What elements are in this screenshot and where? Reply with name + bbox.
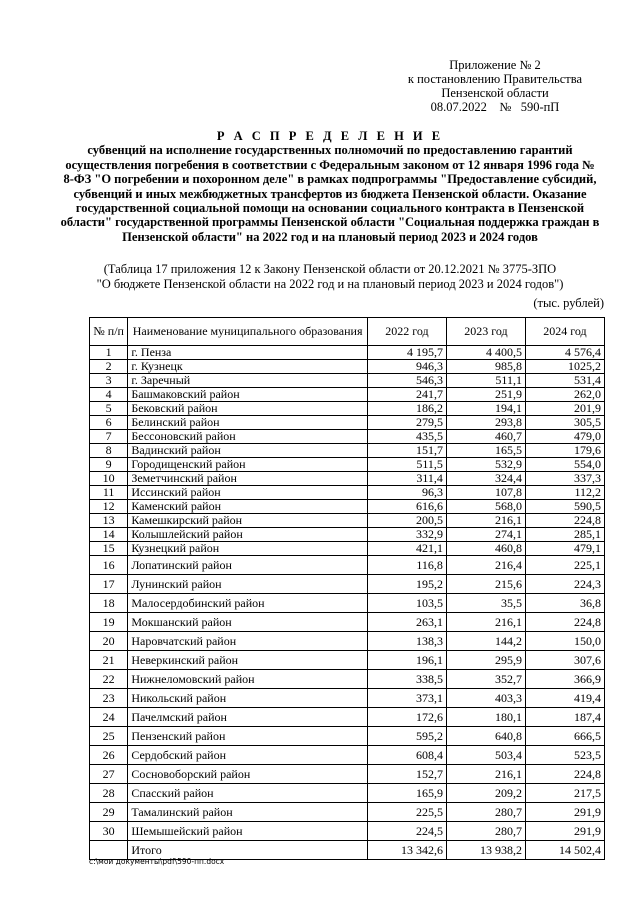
value-2024: 307,6: [525, 651, 604, 670]
row-number: 24: [90, 708, 128, 727]
table-row: [90, 803, 605, 822]
value-2023: 216,1: [446, 613, 525, 632]
separator-line: [304, 840, 378, 841]
value-2022: 421,1: [367, 542, 446, 556]
row-number: 18: [90, 594, 128, 613]
value-2023: 107,8: [446, 486, 525, 500]
value-2024: 531,4: [525, 374, 604, 388]
value-2024: 4 576,4: [525, 346, 604, 360]
units-label: (тыс. рублей): [533, 296, 604, 310]
table-body: [90, 346, 605, 860]
municipality-name: Башмаковский район: [128, 388, 368, 402]
municipality-name: г. Заречный: [128, 374, 368, 388]
value-2024: 666,5: [525, 727, 604, 746]
total-2024: 14 502,4: [525, 841, 604, 860]
value-2024: 36,8: [525, 594, 604, 613]
municipality-name: г. Кузнецк: [128, 360, 368, 374]
value-2022: 332,9: [367, 528, 446, 542]
value-2023: 180,1: [446, 708, 525, 727]
value-2024: 217,5: [525, 784, 604, 803]
value-2024: 224,3: [525, 575, 604, 594]
value-2023: 324,4: [446, 472, 525, 486]
value-2023: 251,9: [446, 388, 525, 402]
value-2022: 186,2: [367, 402, 446, 416]
row-number: 10: [90, 472, 128, 486]
value-2023: 215,6: [446, 575, 525, 594]
value-2022: 373,1: [367, 689, 446, 708]
row-number: 29: [90, 803, 128, 822]
value-2023: 503,4: [446, 746, 525, 765]
table-row: [90, 746, 605, 765]
row-number: 30: [90, 822, 128, 841]
value-2024: 337,3: [525, 472, 604, 486]
value-2022: 435,5: [367, 430, 446, 444]
row-number: 19: [90, 613, 128, 632]
value-2024: 419,4: [525, 689, 604, 708]
table-row: [90, 374, 605, 388]
row-number: 17: [90, 575, 128, 594]
table-row: [90, 430, 605, 444]
municipality-name: Сердобский район: [128, 746, 368, 765]
appendix-block: [380, 58, 610, 114]
value-2023: 403,3: [446, 689, 525, 708]
value-2024: 224,8: [525, 765, 604, 784]
header-2022: 2022 год: [367, 318, 446, 346]
value-2022: 224,5: [367, 822, 446, 841]
row-number: 27: [90, 765, 128, 784]
value-2022: 152,7: [367, 765, 446, 784]
row-number: 8: [90, 444, 128, 458]
municipality-name: Неверкинский район: [128, 651, 368, 670]
table-row: [90, 500, 605, 514]
value-2024: 224,8: [525, 514, 604, 528]
municipality-name: Городищенский район: [128, 458, 368, 472]
value-2024: 262,0: [525, 388, 604, 402]
municipality-name: Наровчатский район: [128, 632, 368, 651]
municipality-name: Лунинский район: [128, 575, 368, 594]
value-2024: 305,5: [525, 416, 604, 430]
municipality-name: г. Пенза: [128, 346, 368, 360]
appendix-reference: к постановлению Правительства: [407, 72, 583, 86]
value-2024: 479,0: [525, 430, 604, 444]
municipality-name: Белинский район: [128, 416, 368, 430]
value-2023: 209,2: [446, 784, 525, 803]
municipality-name: Шемышейский район: [128, 822, 368, 841]
municipality-name: Каменский район: [128, 500, 368, 514]
value-2024: 523,5: [525, 746, 604, 765]
row-number: 12: [90, 500, 128, 514]
document-subtitle: субвенций на исполнение государственных полномочий по предоставлению гарантий осуществления погребения в соответствии с Федеральным законом от 12 января 1996 года № 8-ФЗ "О погребении и похоронном деле" в рамках подпрограммы "Предоставление субсидий, субвенций и иных межбюджетных трансфертов из бюджета Пензенской области. Оказание государственной социальной помощи на основании социального контракта в Пензенской области" государственной программы Пензенской области "Социальная поддержка граждан в Пензенской области" на 2022 год и на плановый период 2023 и 2024 годов: [60, 143, 600, 244]
value-2022: 616,6: [367, 500, 446, 514]
table-row: [90, 613, 605, 632]
table-row: [90, 651, 605, 670]
municipality-name: Никольский район: [128, 689, 368, 708]
table-row: [90, 458, 605, 472]
value-2022: 195,2: [367, 575, 446, 594]
row-number: 15: [90, 542, 128, 556]
value-2024: 224,8: [525, 613, 604, 632]
value-2022: 225,5: [367, 803, 446, 822]
file-path: c:\мои документы\pdf\590-пп.docx: [89, 857, 225, 866]
value-2022: 138,3: [367, 632, 446, 651]
document-heading: [60, 129, 600, 244]
municipality-name: Вадинский район: [128, 444, 368, 458]
table-row: [90, 416, 605, 430]
table-row: [90, 575, 605, 594]
table-row: [90, 486, 605, 500]
value-2024: 225,1: [525, 556, 604, 575]
table-row: [90, 727, 605, 746]
total-label: Итого: [128, 841, 368, 860]
row-number: 6: [90, 416, 128, 430]
row-number: 11: [90, 486, 128, 500]
document-title: Р А С П Р Е Д Е Л Е Н И Е: [216, 129, 444, 143]
table-row: [90, 360, 605, 374]
value-2023: 568,0: [446, 500, 525, 514]
value-2022: 172,6: [367, 708, 446, 727]
value-2023: 194,1: [446, 402, 525, 416]
value-2022: 241,7: [367, 388, 446, 402]
value-2023: 295,9: [446, 651, 525, 670]
municipality-name: Малосердобинский район: [128, 594, 368, 613]
header-municipality: Наименование муниципального образования: [128, 318, 368, 346]
table-row: [90, 556, 605, 575]
municipality-name: Кузнецкий район: [128, 542, 368, 556]
value-2022: 595,2: [367, 727, 446, 746]
row-number: 9: [90, 458, 128, 472]
value-2024: 366,9: [525, 670, 604, 689]
value-2022: 279,5: [367, 416, 446, 430]
total-2022: 13 342,6: [367, 841, 446, 860]
row-number: 7: [90, 430, 128, 444]
municipality-name: Иссинский район: [128, 486, 368, 500]
table-row: [90, 542, 605, 556]
value-2023: 216,1: [446, 514, 525, 528]
row-number: 16: [90, 556, 128, 575]
municipality-name: Спасский район: [128, 784, 368, 803]
table-row: [90, 346, 605, 360]
municipality-name: Мокшанский район: [128, 613, 368, 632]
appendix-region: Пензенской области: [441, 86, 549, 100]
value-2024: 291,9: [525, 822, 604, 841]
table-row: [90, 402, 605, 416]
value-2023: 293,8: [446, 416, 525, 430]
value-2023: 511,1: [446, 374, 525, 388]
municipality-name: Земетчинский район: [128, 472, 368, 486]
municipality-name: Нижнеломовский район: [128, 670, 368, 689]
row-number: 25: [90, 727, 128, 746]
value-2022: 511,5: [367, 458, 446, 472]
value-2023: 35,5: [446, 594, 525, 613]
value-2023: 352,7: [446, 670, 525, 689]
table-row: [90, 670, 605, 689]
value-2023: 274,1: [446, 528, 525, 542]
appendix-label: Приложение № 2: [449, 58, 541, 72]
row-number: 28: [90, 784, 128, 803]
row-number: 1: [90, 346, 128, 360]
table-row: [90, 472, 605, 486]
header-number: № п/п: [90, 318, 128, 346]
value-2022: 263,1: [367, 613, 446, 632]
value-2023: 4 400,5: [446, 346, 525, 360]
row-number: 21: [90, 651, 128, 670]
value-2022: 116,8: [367, 556, 446, 575]
value-2023: 165,5: [446, 444, 525, 458]
value-2022: 338,5: [367, 670, 446, 689]
value-2024: 479,1: [525, 542, 604, 556]
table-row: [90, 784, 605, 803]
value-2022: 4 195,7: [367, 346, 446, 360]
row-number: 3: [90, 374, 128, 388]
value-2022: 546,3: [367, 374, 446, 388]
value-2024: 1025,2: [525, 360, 604, 374]
table-row: [90, 708, 605, 727]
value-2022: 196,1: [367, 651, 446, 670]
municipality-name: Камешкирский район: [128, 514, 368, 528]
table-row: [90, 822, 605, 841]
value-2024: 179,6: [525, 444, 604, 458]
value-2024: 291,9: [525, 803, 604, 822]
table-row: [90, 388, 605, 402]
law-reference-line-1: (Таблица 17 приложения 12 к Закону Пензенской области от 20.12.2021 № 3775-ЗПО: [103, 262, 557, 276]
value-2024: 590,5: [525, 500, 604, 514]
municipality-name: Пачелмский район: [128, 708, 368, 727]
value-2022: 200,5: [367, 514, 446, 528]
municipality-name: Колышлейский район: [128, 528, 368, 542]
value-2024: 187,4: [525, 708, 604, 727]
municipality-name: Бековский район: [128, 402, 368, 416]
row-number: 14: [90, 528, 128, 542]
table-row: [90, 689, 605, 708]
value-2022: 608,4: [367, 746, 446, 765]
municipality-name: Сосновоборский район: [128, 765, 368, 784]
value-2024: 112,2: [525, 486, 604, 500]
table-row: [90, 765, 605, 784]
row-number: 4: [90, 388, 128, 402]
value-2022: 103,5: [367, 594, 446, 613]
value-2023: 985,8: [446, 360, 525, 374]
row-number: 20: [90, 632, 128, 651]
value-2023: 460,7: [446, 430, 525, 444]
table-header-row: [90, 318, 605, 346]
appendix-date-number: 08.07.2022 № 590-пП: [430, 100, 560, 114]
table-row: [90, 632, 605, 651]
value-2023: 460,8: [446, 542, 525, 556]
row-number: 13: [90, 514, 128, 528]
row-number: 23: [90, 689, 128, 708]
value-2022: 946,3: [367, 360, 446, 374]
law-reference: [60, 262, 600, 291]
value-2023: 216,4: [446, 556, 525, 575]
value-2023: 216,1: [446, 765, 525, 784]
value-2022: 165,9: [367, 784, 446, 803]
row-number: 26: [90, 746, 128, 765]
value-2023: 280,7: [446, 822, 525, 841]
value-2022: 96,3: [367, 486, 446, 500]
municipality-name: Бессоновский район: [128, 430, 368, 444]
law-reference-line-2: "О бюджете Пензенской области на 2022 год и на плановый период 2023 и 2024 годов"): [96, 276, 564, 291]
value-2023: 280,7: [446, 803, 525, 822]
total-2023: 13 938,2: [446, 841, 525, 860]
row-number: 5: [90, 402, 128, 416]
value-2022: 311,4: [367, 472, 446, 486]
value-2023: 640,8: [446, 727, 525, 746]
municipality-name: Лопатинский район: [128, 556, 368, 575]
value-2024: 285,1: [525, 528, 604, 542]
distribution-table: [89, 317, 605, 860]
header-2024: 2024 год: [525, 318, 604, 346]
table-row: [90, 514, 605, 528]
value-2024: 150,0: [525, 632, 604, 651]
value-2023: 532,9: [446, 458, 525, 472]
table-row: [90, 594, 605, 613]
municipality-name: Тамалинский район: [128, 803, 368, 822]
value-2024: 201,9: [525, 402, 604, 416]
row-number: 22: [90, 670, 128, 689]
table-row: [90, 444, 605, 458]
municipality-name: Пензенский район: [128, 727, 368, 746]
value-2024: 554,0: [525, 458, 604, 472]
header-2023: 2023 год: [446, 318, 525, 346]
value-2022: 151,7: [367, 444, 446, 458]
row-number: 2: [90, 360, 128, 374]
value-2023: 144,2: [446, 632, 525, 651]
table-row: [90, 528, 605, 542]
